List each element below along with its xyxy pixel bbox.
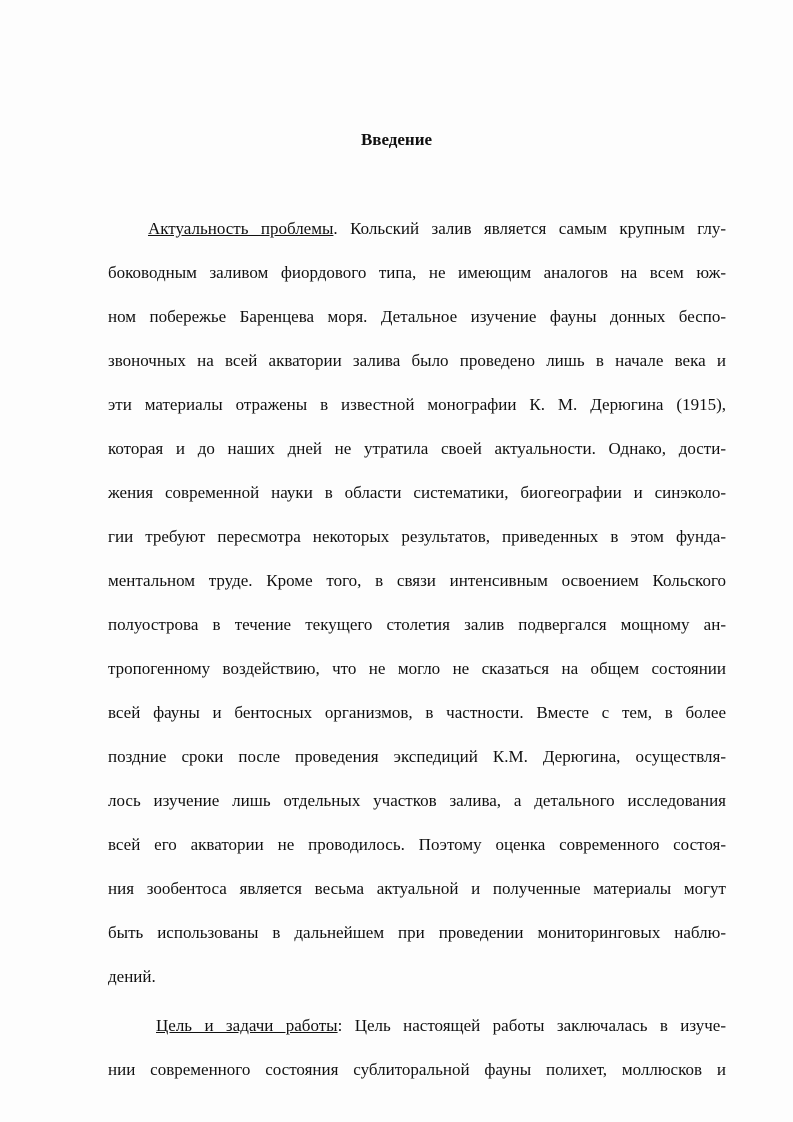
text-line: дений. xyxy=(108,967,156,986)
text-line: боководным заливом фиордового типа, не имеющим аналогов на всем юж- xyxy=(108,263,726,282)
text-line: Цель и задачи работы: Цель настоящей работы заключалась в изуче- xyxy=(156,1016,727,1035)
text-line: Актуальность проблемы. Кольский залив является самым крупным глу- xyxy=(148,219,726,238)
text-line: тропогенному воздействию, что не могло не сказаться на общем состоянии xyxy=(108,659,726,678)
text-line: которая и до наших дней не утратила своей актуальности. Однако, дости- xyxy=(108,439,726,458)
text-line: быть использованы в дальнейшем при проведении мониторинговых наблю- xyxy=(108,923,726,942)
text-line: звоночных на всей акватории залива было проведено лишь в начале века и xyxy=(108,351,726,370)
text-line: лось изучение лишь отдельных участков залива, а детального исследования xyxy=(108,791,726,810)
text-line: полуострова в течение текущего столетия залив подвергался мощному ан- xyxy=(108,615,726,634)
text-line: ния зообентоса является весьма актуальной и полученные материалы могут xyxy=(108,879,726,898)
paragraph-relevance xyxy=(108,207,726,999)
text-line: всей его акватории не проводилось. Поэтому оценка современного состоя- xyxy=(108,835,726,854)
text-line: ном побережье Баренцева моря. Детальное изучение фауны донных беспо- xyxy=(108,307,726,326)
section-heading-relevance: Актуальность проблемы xyxy=(148,219,334,238)
text-line: жения современной науки в области систематики, биогеографии и синэколо- xyxy=(108,483,726,502)
text-line: гии требуют пересмотра некоторых результатов, приведенных в этом фунда- xyxy=(108,527,726,546)
paragraph-goals xyxy=(108,1004,726,1092)
text-line: нии современного состояния сублиторальной фауны полихет, моллюсков и xyxy=(108,1060,726,1079)
text-line: ментальном труде. Кроме того, в связи интенсивным освоением Кольского xyxy=(108,571,726,590)
text-line: поздние сроки после проведения экспедиций К.М. Дерюгина, осуществля- xyxy=(108,747,726,766)
page-title: Введение xyxy=(360,130,433,149)
text-line: всей фауны и бентосных организмов, в частности. Вместе с тем, в более xyxy=(108,703,726,722)
text-line: эти материалы отражены в известной монографии К. М. Дерюгина (1915), xyxy=(108,395,726,414)
section-heading-goals: Цель и задачи работы xyxy=(156,1016,338,1035)
